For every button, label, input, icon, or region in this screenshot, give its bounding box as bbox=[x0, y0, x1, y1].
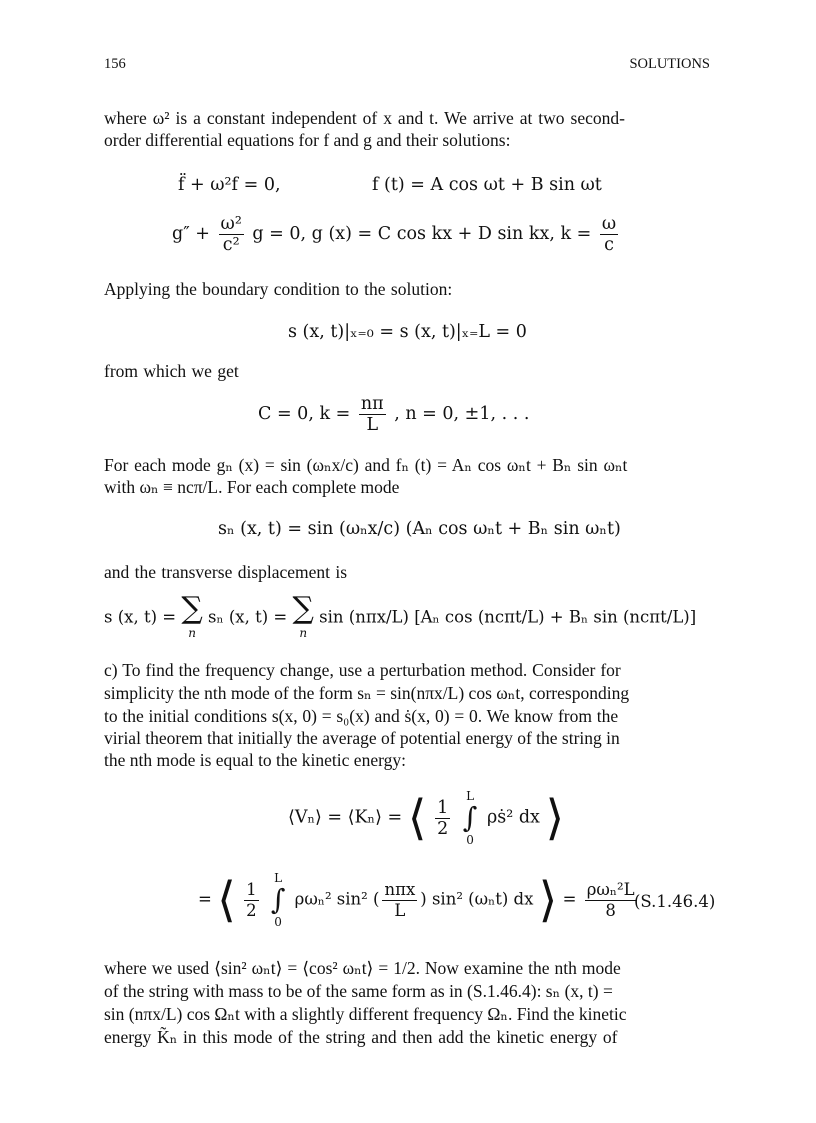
eq7-left: ⟨Vₙ⟩ = ⟨Kₙ⟩ = bbox=[288, 807, 403, 828]
sum-index-2: n bbox=[299, 626, 308, 640]
sum-operator: ∑ n bbox=[181, 591, 203, 640]
sum-index: n bbox=[188, 626, 196, 640]
eq2-frac-num: ω² bbox=[220, 214, 242, 234]
equation-displacement bbox=[104, 591, 697, 642]
equation-energy-average: ⟨Vₙ⟩ = ⟨Kₙ⟩ = ⟨ $\frac{1}{2}$ L ∫ 0 ρṡ² dx ⟩ bbox=[288, 789, 565, 847]
para6-line1: c) To find the frequency change, use a perturbation method. Consider for bbox=[104, 660, 621, 680]
para7-line1: where we used ⟨sin² ωₙt⟩ = ⟨cos² ωₙt⟩ = 1/2. Now examine the nth mode bbox=[104, 958, 621, 978]
equation-potential-energy: = ⟨ $\frac{1}{2}$ L ∫ 0 ρωₙ² sin² ( $\frac{\text{nπx}}{L}$ ) sin² (ωₙt) dx ⟩ = $\frac{\text{ρωₙ²L}}{8}$ bbox=[198, 871, 635, 929]
eq8-result-num: ρωₙ²L bbox=[586, 879, 635, 899]
equation-f-ode: f̈ + ω²f = 0, bbox=[178, 175, 281, 195]
eq8-integrand1: ρωₙ² sin² bbox=[294, 889, 368, 909]
eq2-k-num: ω bbox=[601, 214, 617, 234]
eq8-paren-den: L bbox=[394, 900, 406, 920]
eq8-half-num: 1 bbox=[246, 879, 257, 899]
para7-line4: energy K̃ₙ in this mode of the string and then add the kinetic energy of bbox=[104, 1027, 618, 1047]
equation-label: (S.1.46.4) bbox=[634, 892, 716, 911]
eq8-result bbox=[585, 880, 637, 921]
eq2-k-fraction bbox=[600, 214, 618, 255]
para6-line3: to the initial conditions s(x, 0) = s₀(x) and ṡ(x, 0) = 0. We know from the bbox=[104, 706, 619, 726]
eq7-integrand: ρṡ² dx bbox=[486, 807, 540, 828]
eq4-num: nπ bbox=[360, 394, 384, 414]
eq4-fraction bbox=[359, 394, 386, 435]
eq7-lower-limit: 0 bbox=[466, 833, 474, 847]
sum-operator-2: ∑ n bbox=[292, 591, 314, 640]
para2: Applying the boundary condition to the solution: bbox=[104, 279, 453, 299]
equation-f-solution: f (t) = A cos ωt + B sin ωt bbox=[372, 175, 602, 195]
equation-k bbox=[258, 394, 529, 435]
para5: and the transverse displacement is bbox=[104, 562, 348, 582]
para1-line2: order differential equations for f and g and their solutions: bbox=[104, 130, 511, 150]
eq7-half-den: 2 bbox=[437, 818, 449, 839]
eq4-part2: , n = 0, ±1, . . . bbox=[394, 404, 530, 424]
eq6-left: s (x, t) = bbox=[104, 607, 177, 627]
para7-line3: sin (nπx/L) cos Ωₙt with a slightly different frequency Ωₙ. Find the kinetic bbox=[104, 1004, 627, 1024]
page-number: 156 bbox=[104, 56, 126, 72]
eq6-mid: sₙ (x, t) = bbox=[208, 607, 288, 627]
eq7-half-num: 1 bbox=[437, 797, 449, 818]
running-header: SOLUTIONS bbox=[629, 56, 710, 72]
eq8-half-den: 2 bbox=[246, 900, 257, 920]
para7-line2: of the string with mass to be of the same form as in (S.1.46.4): sₙ (x, t) = bbox=[104, 981, 613, 1001]
para6-line5: the nth mode is equal to the kinetic energy: bbox=[104, 750, 406, 770]
eq2-part1: g″ + bbox=[172, 224, 210, 244]
equation-g bbox=[172, 214, 621, 255]
eq2-k-den: c bbox=[604, 235, 614, 255]
eq8-lower-limit: 0 bbox=[274, 915, 282, 929]
equation-mode: sₙ (x, t) = sin (ωₙx/c) (Aₙ cos ωₙt + Bₙ sin ωₙt) bbox=[218, 519, 621, 539]
equation-boundary: s (x, t)|ₓ₌₀ = s (x, t)|ₓ₌L = 0 bbox=[288, 322, 527, 342]
eq8-upper-limit: L bbox=[274, 871, 283, 885]
eq2-part2: g = 0, g (x) = C cos kx + D sin kx, k = bbox=[252, 224, 592, 244]
eq2-frac-den: c² bbox=[222, 235, 240, 255]
eq8-paren-fraction bbox=[382, 880, 417, 921]
para4-line2: with ωₙ ≡ ncπ/L. For each complete mode bbox=[104, 477, 400, 497]
eq4-part1: C = 0, k = bbox=[258, 404, 351, 424]
eq7-upper-limit: L bbox=[466, 789, 475, 803]
para4-line1: For each mode gₙ (x) = sin (ωₙx/c) and fₙ (t) = Aₙ cos ωₙt + Bₙ sin ωₙt bbox=[104, 455, 628, 475]
eq7-half bbox=[435, 798, 450, 839]
eq6-right: sin (nπx/L) [Aₙ cos (ncπt/L) + Bₙ sin (ncπt/L)] bbox=[319, 607, 697, 627]
para1-line1: where ω² is a constant independent of x and t. We arrive at two second- bbox=[104, 108, 625, 128]
eq8-paren-num: nπx bbox=[384, 879, 416, 899]
para3: from which we get bbox=[104, 361, 239, 381]
eq8-integrand2: sin² (ωₙt) dx bbox=[431, 889, 534, 909]
integral-sign-2: L ∫ 0 bbox=[270, 871, 286, 929]
para6-line4: virial theorem that initially the average of potential energy of the string in bbox=[104, 728, 620, 748]
eq4-den: L bbox=[366, 415, 379, 435]
eq8-result-den: 8 bbox=[605, 900, 616, 920]
eq2-fraction bbox=[219, 214, 244, 255]
integral-sign: L ∫ 0 bbox=[462, 789, 478, 847]
eq8-half bbox=[244, 880, 259, 921]
para6-line2: simplicity the nth mode of the form sₙ = sin(nπx/L) cos ωₙt, corresponding bbox=[104, 683, 630, 703]
